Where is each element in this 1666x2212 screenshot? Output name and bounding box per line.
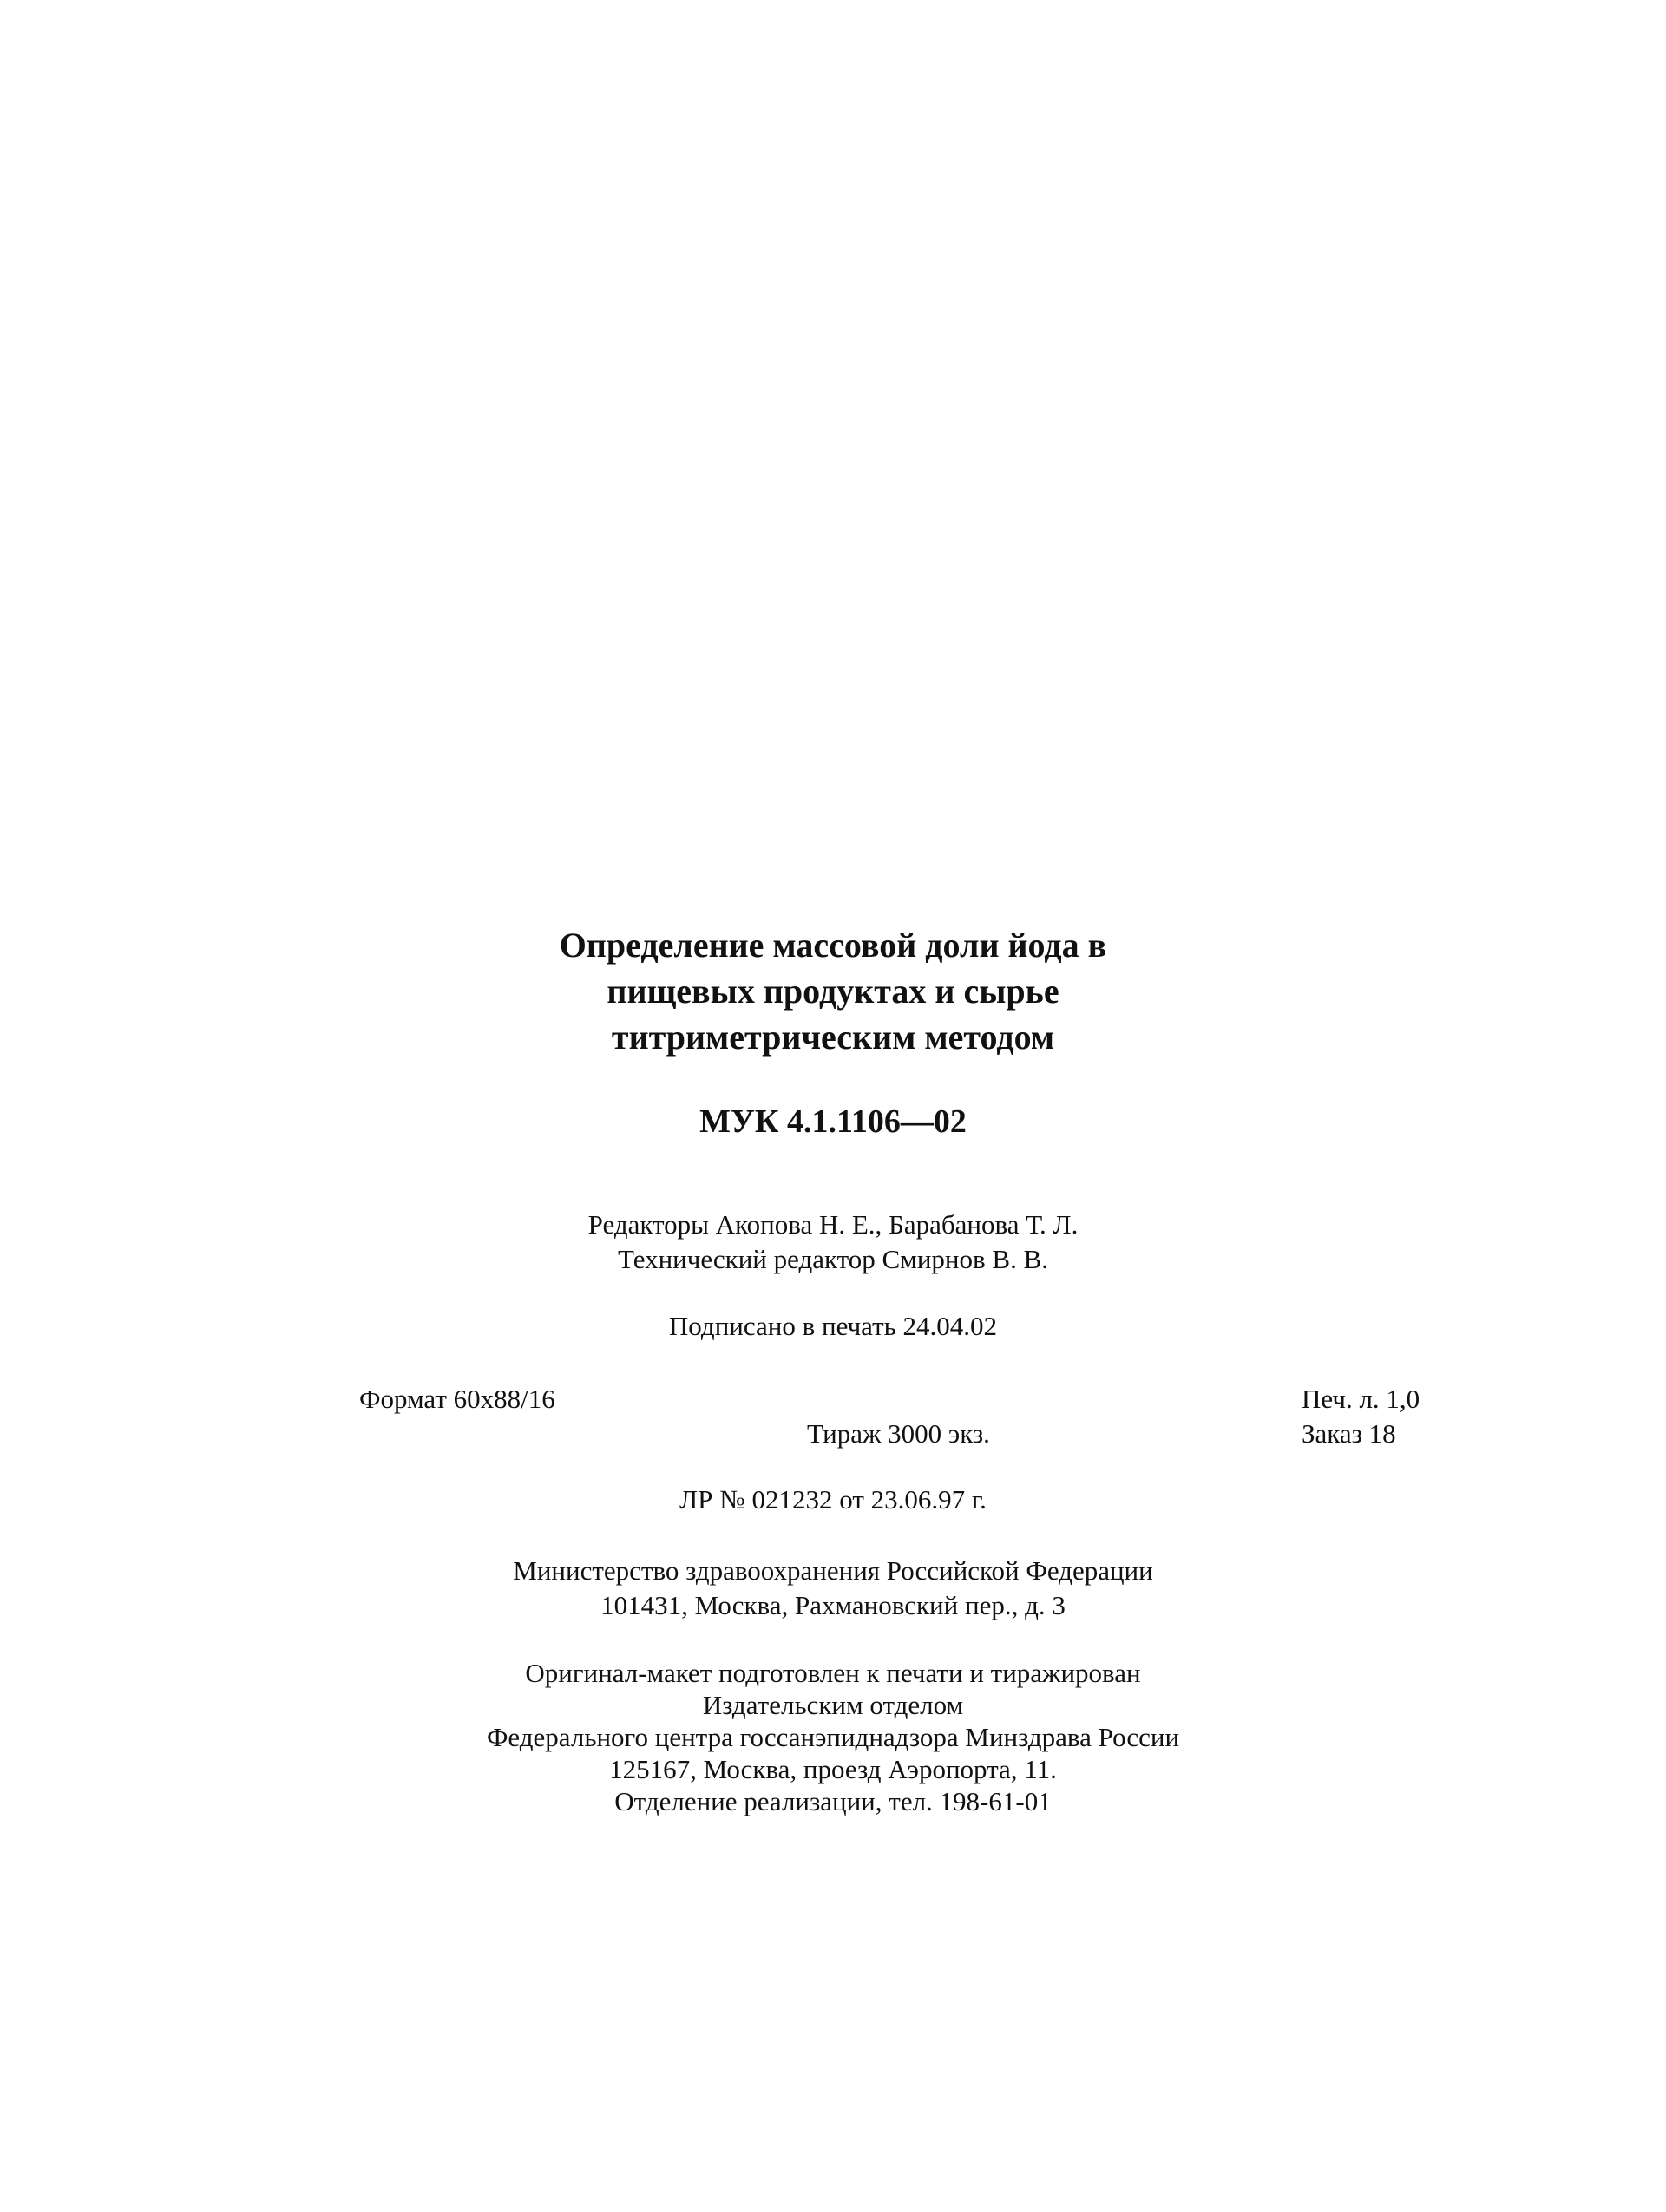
circulation-line: Тираж 3000 экз. [807,1418,990,1449]
document-code: МУК 4.1.1106—02 [699,1103,967,1140]
title-line-3: титриметрическим методом [611,1018,1055,1057]
order-line: Заказ 18 [1302,1418,1396,1449]
publisher-line-1: Министерство здравоохранения Российской Федерации [513,1555,1153,1586]
title-line-2: пищевых продуктах и сырье [607,972,1059,1011]
signed-to-print-line: Подписано в печать 24.04.02 [668,1311,998,1341]
title-line-1: Определение массовой доли йода в [559,926,1107,965]
production-line-2: Издательским отделом [702,1690,964,1720]
production-line-1: Оригинал-макет подготовлен к печати и тиражирован [525,1658,1141,1688]
print-sheets-line: Печ. л. 1,0 [1302,1384,1420,1414]
production-line-3: Федерального центра госсанэпиднадзора Минздрава России [486,1722,1180,1752]
license-line: ЛР № 021232 от 23.06.97 г. [679,1484,987,1515]
production-line-5: Отделение реализации, тел. 198-61-01 [614,1786,1052,1816]
technical-editor-line: Технический редактор Смирнов В. В. [617,1244,1049,1274]
editors-line: Редакторы Акопова Н. Е., Барабанова Т. Л. [587,1209,1079,1240]
publisher-line-2: 101431, Москва, Рахмановский пер., д. 3 [600,1590,1066,1620]
production-line-4: 125167, Москва, проезд Аэропорта, 11. [609,1754,1057,1784]
format-line: Формат 60x88/16 [359,1384,555,1414]
